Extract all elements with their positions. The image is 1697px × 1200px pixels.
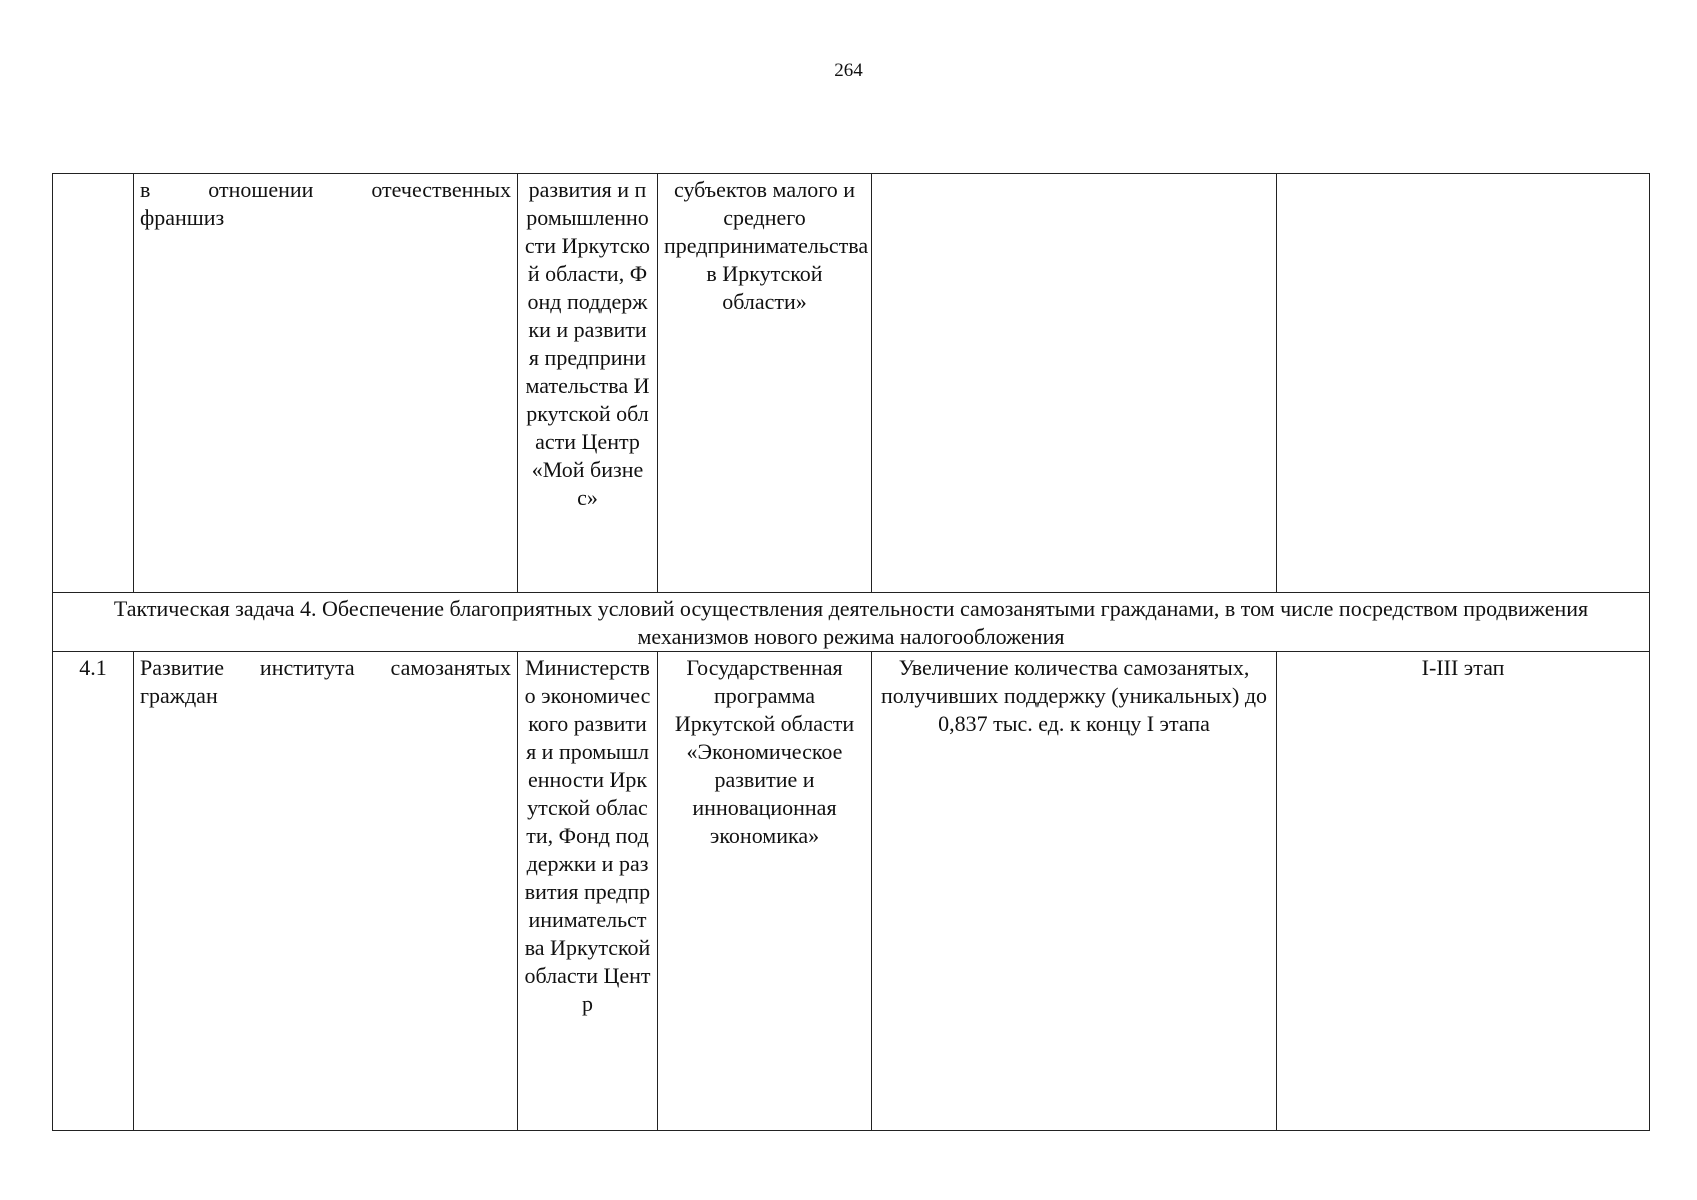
result-cell: Увеличение количества самозанятых, получивших поддержку (уникальных) до 0,837 тыс. ед. к концу I этапа <box>872 652 1277 1131</box>
page-number: 264 <box>834 60 863 81</box>
program-cell: субъектов малого и среднего предпринимательства в Иркутской области» <box>658 174 872 593</box>
period-cell: I-III этап <box>1277 652 1650 1131</box>
measure-name-line: в отношении отечественных <box>140 177 511 202</box>
measure-name-line: франшиз <box>140 205 225 230</box>
executor-cell: развития и промышленности Иркутской области, Фонд поддержки и развития предпринимательства Иркутской области Центр «Мой бизнес» <box>518 174 658 593</box>
measures-table <box>52 173 1650 1131</box>
section-header-row <box>53 593 1650 652</box>
measure-name-cell <box>134 174 518 593</box>
period-cell <box>1277 174 1650 593</box>
row-number-cell: 4.1 <box>53 652 134 1131</box>
measure-name-cell <box>134 652 518 1131</box>
table-row <box>53 652 1650 1131</box>
measure-name-line: Развитие института самозанятых <box>140 655 511 680</box>
table-row <box>53 174 1650 593</box>
program-cell: Государственная программа Иркутской области «Экономическое развитие и инновационная экономика» <box>658 652 872 1131</box>
executor-cell: Министерство экономического развития и промышленности Иркутской области, Фонд поддержки и развития предпринимательства Иркутской области Центр <box>518 652 658 1131</box>
row-number-cell <box>53 174 134 593</box>
measure-name-line: граждан <box>140 683 218 708</box>
tactical-task-title: Тактическая задача 4. Обеспечение благоприятных условий осуществления деятельности самозанятыми гражданами, в том числе посредством продвижения механизмов нового режима налогообложения <box>53 593 1650 652</box>
result-cell <box>872 174 1277 593</box>
